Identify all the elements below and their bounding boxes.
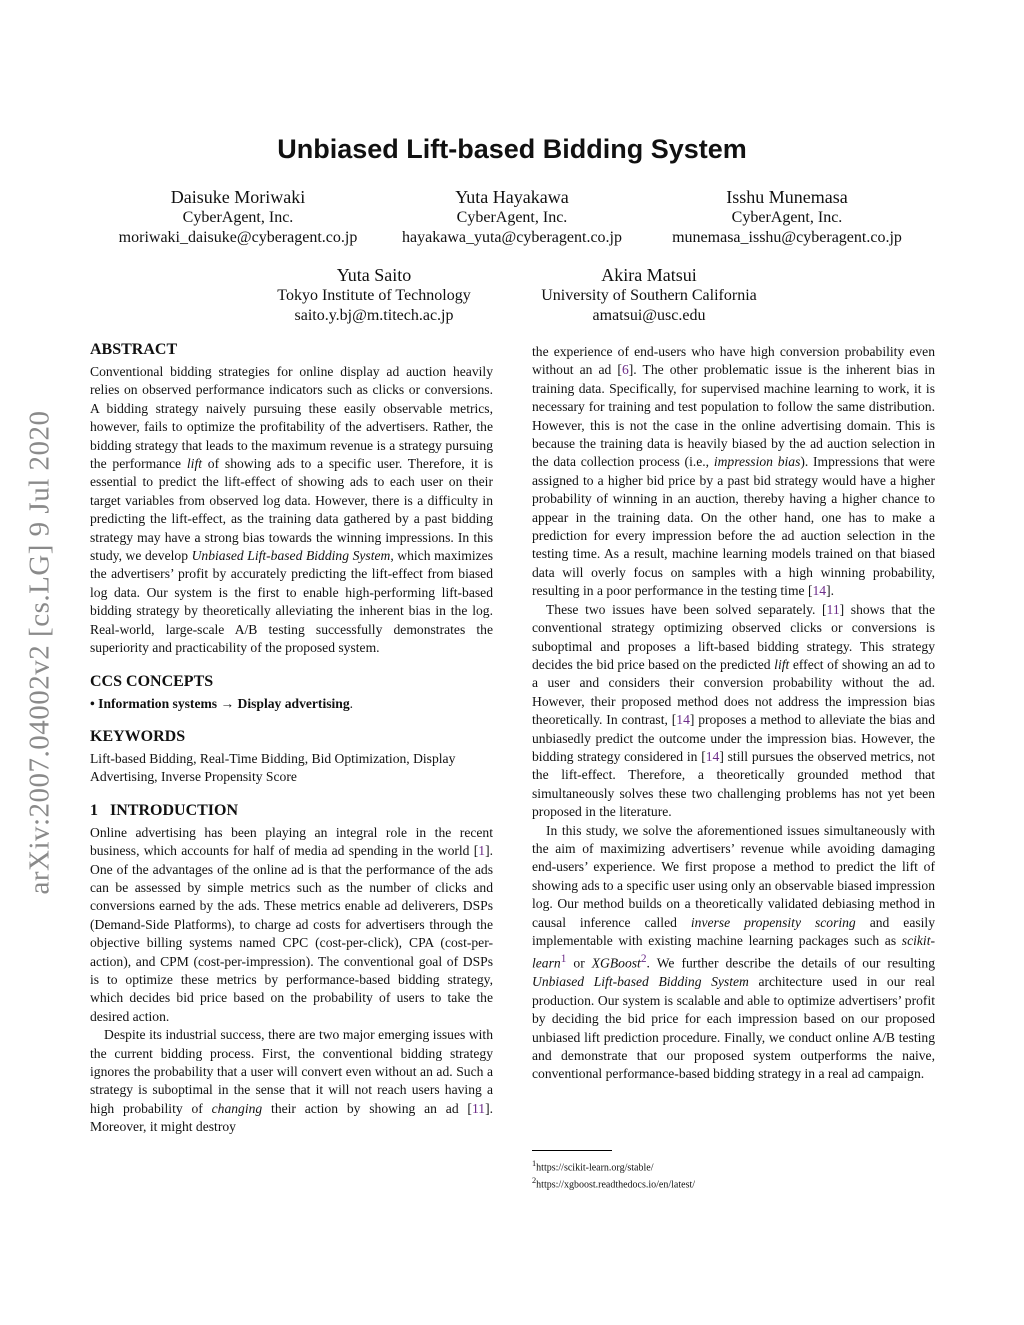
ccs-concepts: • Information systems → Display advertising. (90, 695, 354, 711)
author-email: moriwaki_daisuke@cyberagent.co.jp (118, 229, 358, 246)
author-name: Akira Matsui (601, 265, 697, 285)
intro-paragraph: Online advertising has been playing an integral role in the recent business, which accounts for half of media ad spending in the world [1]. One of the advantages of the online ad is that the performance of the ads can be assessed by simple metrics such as the number of clicks and conversions earned by the ads. These metrics enable ad deliverers, DSPs (Demand-Side Platforms), to charge ad costs for advertisers through the objective billing systems named CPC (cost-per-click), CPA (cost-per-action), and CPM (cost-per-impression). The conventional goal of DSPs is to optimize these metrics by performance-based bidding strategy, which decides bid price based on the probability of users to take the desired action. (90, 824, 493, 1024)
arxiv-stamp (20, 372, 60, 932)
author-affiliation: Tokyo Institute of Technology (277, 286, 471, 304)
citation-link[interactable]: 14 (812, 583, 827, 599)
citation-link[interactable]: 11 (826, 601, 840, 617)
body-paragraph: These two issues have been solved separately. [11] shows that the conventional strategy optimizing observed clicks or conversions is suboptimal and proposes a lift-based bidding strategy. This strategy decides the bid price based on the predicted lift effect of showing an ad to a user and considers their conversion probability without the ad. However, their proposed method does not address the impression bias theoretically. In contrast, [14] proposes a method to alleviate the bias and unbiasedly predict the outcome under the impression bias. However, the bidding strategy considered in [14] still pursues the observed metrics, not the lift-effect. Therefore, a theoretically grounded method that simultaneously solves these two challenging problems has not yet been proposed in the literature. (532, 601, 935, 820)
body-paragraph: In this study, we solve the aforementioned issues simultaneously with the aim of maximizing advertisers’ revenue while avoiding damaging end-users’ experience. We first propose a method to predict the lift of showing ads to a specific user using only an observable biased impression log. Our method builds on a theoretically validated debiasing method in causal inference called inverse propensity scoring and easily implementable with existing machine learning packages such as scikit-learn$^1$ or XGBoost$^2$. We further describe the details of our resulting Unbiased Lift-based Bidding System architecture used in our real production. Our system is scalable and able to optimize advertisers’ profit by deciding the bid price for each impression based on our proposed unbiased lift prediction procedure. Finally, we conduct online A/B testing and demonstrate that our proposed system outperforms the naive, conventional performance-based bidding strategy in a real ad campaign. (532, 822, 936, 1082)
author-block (214, 265, 534, 327)
author-affiliation: CyberAgent, Inc. (731, 208, 843, 226)
intro-paragraph: Despite its industrial success, there are two major emerging issues with the current bidding process. First, the conventional bidding strategy ignores the probability that a user will convert even without an ad. Such a strategy is suboptimal in the sense that it will not reach users having a high probability of changing their action by showing an ad [11]. Moreover, it might destroy (90, 1027, 493, 1135)
footnote-url[interactable]: https://xgboost.readthedocs.io/en/latest/ (536, 1179, 696, 1191)
citation-link[interactable]: 1 (478, 843, 486, 859)
author-email: amatsui@usc.edu (592, 307, 706, 324)
footnote-rule (532, 1150, 612, 1151)
arxiv-id: arXiv:2007.04002v2 [cs.LG] 9 Jul 2020 (23, 409, 56, 895)
abstract-text: Conventional bidding strategies for online display ad auction heavily relies on observed performance indicators such as clicks or conversions. A bidding strategy naively pursuing these easily observable metrics, however, fails to optimize the profitability of the advertisers. Rather, the bidding strategy that leads to the maximum revenue is a strategy pursuing the performance lift of showing ads to a specific user. Therefore, it is essential to predict the lift-effect of showing ads to each user on their target variables from observed log data. However, there is a difficulty in predicting the lift-effect, as the training data gathered by a past bidding strategy may have a strong bias towards the winning impressions. In this study, we develop Unbiased Lift-based Bidding System, which maximizes the advertisers’ profit by accurately predicting the lift-effect from biased log data. Our system is the first to enable high-performing lift-based bidding strategy by theoretically alleviating the inherent bias in the log. Real-world, large-scale A/B testing successfully demonstrates the superiority and practicability of the proposed system. (90, 364, 493, 656)
citation-link[interactable]: 11 (471, 1100, 486, 1116)
body-paragraph: the experience of end-users who have high conversion probability even without an ad [6]. The other problematic issue is the inherent bias in training data. Specifically, for supervised machine learning to work, it is necessary for training and test population to follow the same distribution. However, this is not the case in the online advertising domain. This is because the training data is heavily biased by the ad auction selection in the data collection process (i.e., impression bias). Impressions that were assigned to a higher bid price by a past bid strategy would have a higher probability of winning in an auction, thereby having a higher chance to appear in the training data. On the other hand, one has to make a prediction for every impression before the ad auction selection in the testing time. As a result, machine learning models trained on that biased data will overly focus on samples with a high winning probability, resulting in a poor performance in the testing time [14]. (532, 344, 936, 599)
citation-link[interactable]: 6 (621, 362, 629, 378)
footnotes (532, 1150, 935, 1192)
author-block (352, 187, 672, 249)
author-block (78, 187, 398, 249)
author-name: Yuta Hayakawa (455, 187, 569, 207)
author-block (627, 187, 947, 249)
author-name: Isshu Munemasa (726, 187, 848, 207)
keywords-text: Lift-based Bidding, Real-Time Bidding, Bid Optimization, Display Advertising, Inverse Propensity Score (90, 750, 456, 785)
author-email: saito.y.bj@m.titech.ac.jp (294, 307, 454, 324)
footnote-link[interactable]: 2 (640, 953, 647, 966)
author-block (489, 265, 809, 327)
author-affiliation: CyberAgent, Inc. (182, 208, 294, 226)
footnote-url[interactable]: https://scikit-learn.org/stable/ (536, 1162, 654, 1174)
footnote: $^2$https://xgboost.readthedocs.io/en/latest/ (532, 1176, 696, 1191)
author-email: munemasa_isshu@cyberagent.co.jp (672, 229, 902, 246)
author-name: Yuta Saito (336, 265, 412, 285)
citation-link[interactable]: 14 (705, 748, 720, 764)
footnote: $^1$https://scikit-learn.org/stable/ (532, 1159, 654, 1174)
author-email: hayakawa_yuta@cyberagent.co.jp (402, 229, 622, 246)
right-column (532, 343, 935, 1084)
paper-title: Unbiased Lift-based Bidding System (277, 134, 747, 164)
intro-heading: 1 INTRODUCTION (90, 801, 239, 819)
abstract-heading: ABSTRACT (90, 341, 178, 358)
left-column (90, 340, 493, 1137)
ccs-heading: CCS CONCEPTS (90, 672, 214, 690)
author-affiliation: University of Southern California (541, 286, 757, 304)
author-affiliation: CyberAgent, Inc. (456, 208, 568, 226)
keywords-heading: KEYWORDS (90, 727, 186, 745)
author-name: Daisuke Moriwaki (170, 187, 306, 207)
citation-link[interactable]: 14 (676, 712, 690, 728)
footnote-link[interactable]: 1 (560, 953, 567, 966)
